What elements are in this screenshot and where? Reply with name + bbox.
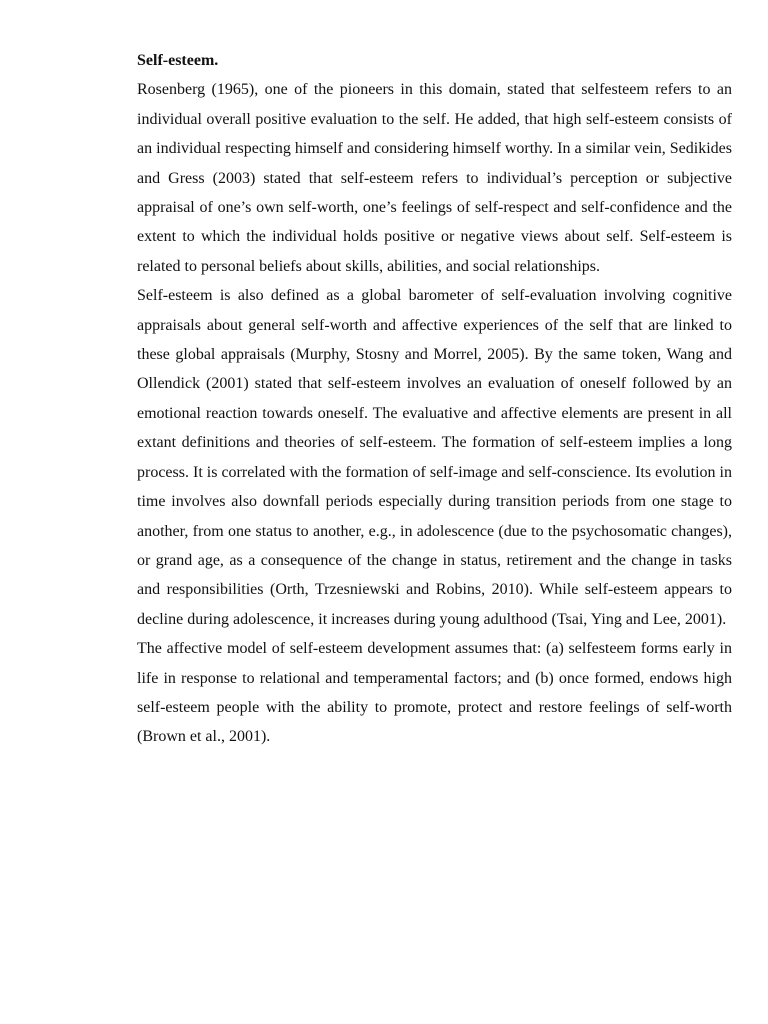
document-body: [137, 46, 732, 752]
paragraph-3: The affective model of self-esteem development assumes that: (a) selfesteem forms early in life in response to relational and temperamental factors; and (b) once formed, endows high self-esteem people with the ability to promote, protect and restore feelings of self-worth (Brown et al., 2001).: [137, 640, 732, 746]
paragraph-2: Self-esteem is also defined as a global barometer of self-evaluation involving cognitive appraisals about general self-worth and affective experiences of the self that are linked to these global appraisals (Murphy, Stosny and Morrel, 2005). By the same token, Wang and Ollendick (2001) stated that self-esteem involves an evaluation of oneself followed by an emotional reaction towards oneself. The evaluative and affective elements are present in all extant definitions and theories of self-esteem. The formation of self-esteem implies a long process. It is correlated with the formation of self-image and self-conscience. Its evolution in time involves also downfall periods especially during transition periods from one stage to another, from one status to another, e.g., in adolescence (due to the psychosomatic changes), or grand age, as a consequence of the change in status, retirement and the change in tasks and responsibilities (Orth, Trzesniewski and Robins, 2010). While self-esteem appears to decline during adolescence, it increases during young adulthood (Tsai, Ying and Lee, 2001).: [137, 287, 732, 628]
paragraph-1: Rosenberg (1965), one of the pioneers in this domain, stated that selfesteem refers to an individual overall positive evaluation to the self. He added, that high self-esteem consists of an individual respecting himself and considering himself worthy. In a similar vein, Sedikides and Gress (2003) stated that self-esteem refers to individual’s perception or subjective appraisal of one’s own self-worth, one’s feelings of self-respect and self-confidence and the extent to which the individual holds positive or negative views about self. Self-esteem is related to personal beliefs about skills, abilities, and social relationships.: [137, 81, 732, 275]
section-heading: Self-esteem.: [137, 52, 219, 69]
